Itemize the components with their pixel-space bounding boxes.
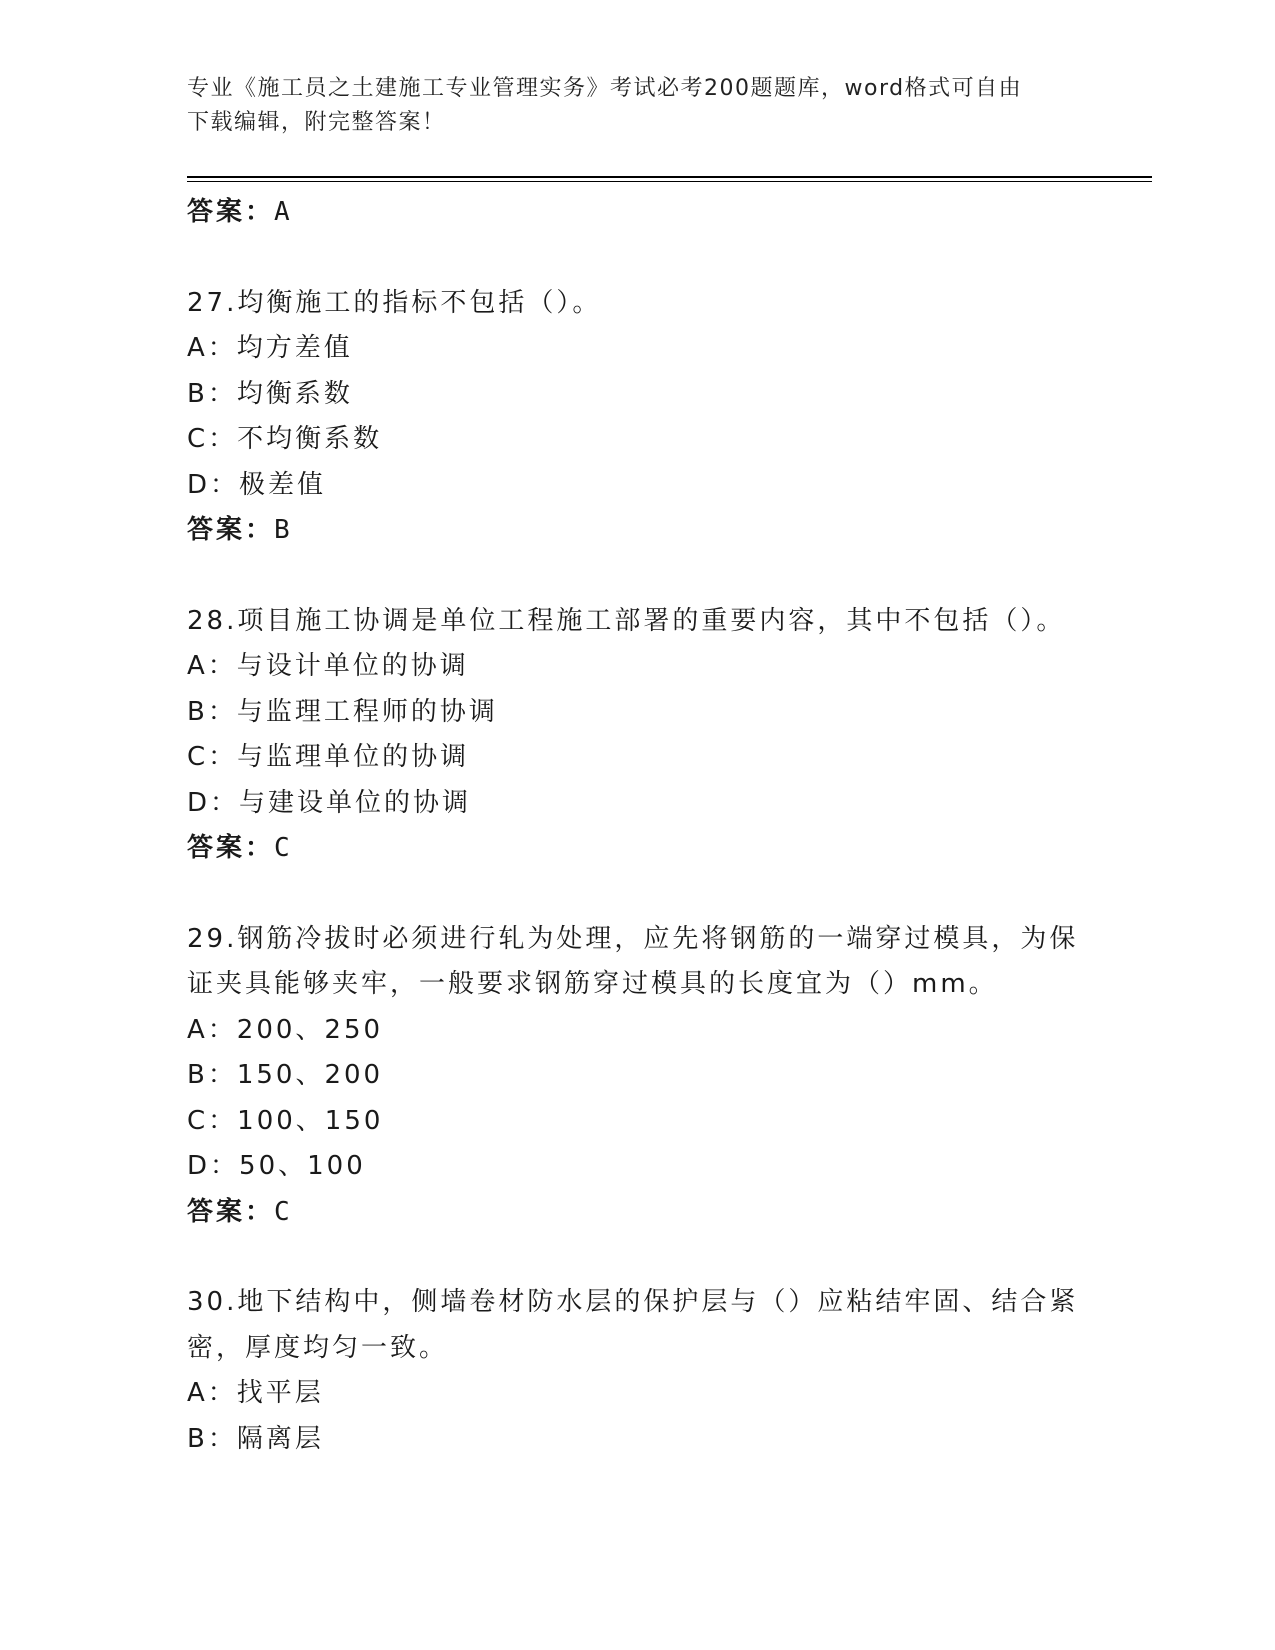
question-stem: 28.项目施工协调是单位工程施工部署的重要内容，其中不包括（）。: [187, 605, 1066, 636]
question-28: [187, 599, 1087, 872]
header-line-2: 下载编辑，附完整答案！: [187, 110, 446, 135]
header-rule-thin: [187, 181, 1152, 182]
option-b: B：与监理工程师的协调: [187, 696, 498, 727]
document-header: [187, 72, 1087, 140]
question-30: [187, 1280, 1087, 1462]
question-27: [187, 281, 1087, 554]
option-b: B：150、200: [187, 1060, 384, 1090]
answer-value: C: [274, 1196, 290, 1227]
answer-value: A: [274, 197, 290, 227]
answer-line: [187, 1190, 1087, 1236]
answer-label: 答案：: [187, 833, 275, 863]
answer-line: [187, 508, 1087, 554]
option-d: D：50、100: [187, 1151, 366, 1181]
option-a: A：均方差值: [187, 333, 353, 363]
answer-value: C: [274, 833, 290, 863]
option-c: C：不均衡系数: [187, 424, 383, 454]
option-d: D：极差值: [187, 469, 327, 500]
answer-line: [187, 826, 1087, 872]
option-c: C：与监理单位的协调: [187, 742, 470, 772]
option-a: A：与设计单位的协调: [187, 651, 469, 681]
question-stem-line-1: 29.钢筋冷拔时必须进行轧为处理，应先将钢筋的一端穿过模具，为保: [187, 923, 1079, 954]
option-a: A：找平层: [187, 1378, 324, 1408]
option-b: B：隔离层: [187, 1423, 324, 1454]
document-body: [187, 190, 1087, 1462]
question-stem-line-2: 密，厚度均匀一致。: [187, 1332, 449, 1363]
question-stem: 27.均衡施工的指标不包括（）。: [187, 287, 602, 318]
answer-line: [187, 190, 1087, 236]
answer-label: 答案：: [187, 197, 275, 227]
option-b: B：均衡系数: [187, 378, 353, 409]
header-rule-thick: [187, 176, 1152, 178]
header-line-1: 专业《施工员之土建施工专业管理实务》考试必考200题题库，word格式可自由: [187, 76, 1023, 101]
spacer: [187, 554, 1087, 599]
answer-label: 答案：: [187, 1196, 275, 1227]
question-stem-line-1: 30.地下结构中，侧墙卷材防水层的保护层与（）应粘结牢固、结合紧: [187, 1287, 1079, 1317]
question-stem-line-2: 证夹具能够夹牢，一般要求钢筋穿过模具的长度宜为（）mm。: [187, 969, 998, 999]
answer-label: 答案：: [187, 515, 275, 545]
option-c: C：100、150: [187, 1105, 384, 1136]
spacer: [187, 1235, 1087, 1280]
option-d: D：与建设单位的协调: [187, 787, 472, 818]
question-29: [187, 917, 1087, 1236]
option-a: A：200、250: [187, 1014, 384, 1045]
spacer: [187, 872, 1087, 917]
spacer: [187, 236, 1087, 281]
answer-value: B: [274, 515, 290, 545]
